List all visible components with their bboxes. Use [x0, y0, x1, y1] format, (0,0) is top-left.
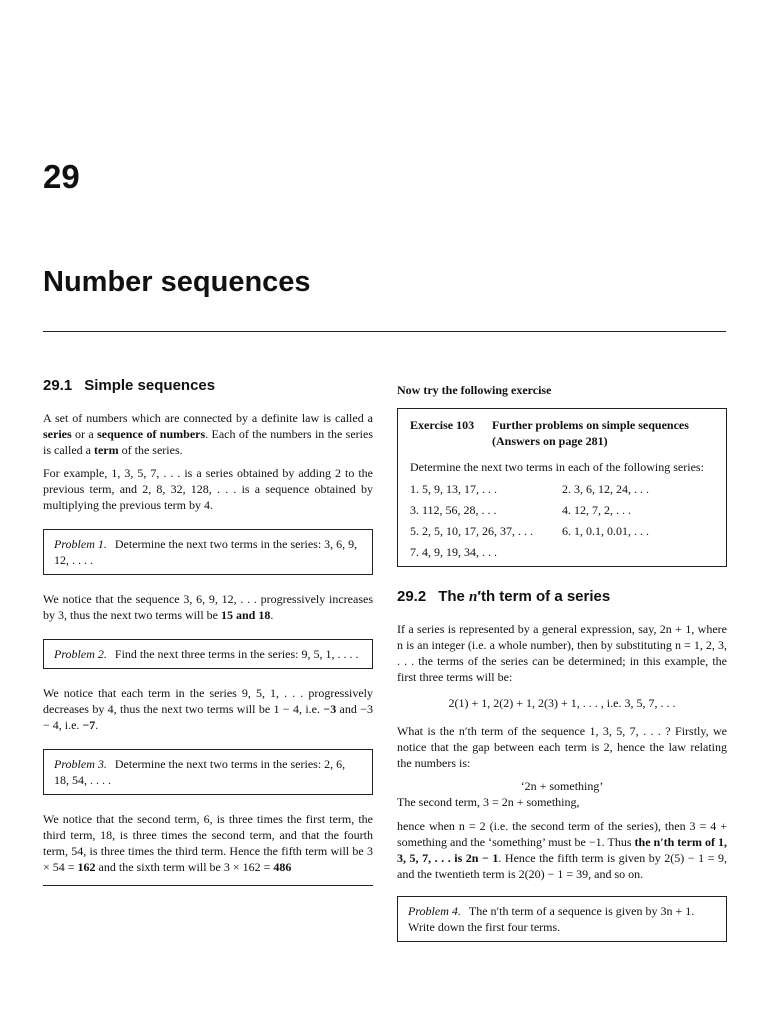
- now-try-heading: Now try the following exercise: [397, 383, 552, 397]
- section-title: Simple sequences: [84, 377, 216, 394]
- exercise-instruction: Determine the next two terms in each of the following series:: [410, 460, 704, 474]
- paragraph-nth-question: What is the n′th term of the sequence 1, 3, 5, 7, . . . ? Firstly, we notice that the gap between each term is 2, hence the law relating the numbers is:: [397, 724, 727, 770]
- exercise-label: Exercise 103: [410, 418, 475, 432]
- exercise-item: 5. 2, 5, 10, 17, 26, 37, . . .: [410, 524, 533, 538]
- section-heading-simple-sequences: [43, 378, 373, 394]
- solution-1: [43, 591, 373, 623]
- text: We notice that each term in the series 9, 5, 1, . . . progressively decreases by 4, thus the next two terms will be 1 − 4, i.e.: [43, 686, 373, 716]
- problem-text: Determine the next two terms in the series: 2, 6, 18, 54, . . . .: [54, 757, 346, 787]
- answer: 15 and 18: [220, 608, 271, 622]
- text: and the sixth term will be 3 × 162 =: [95, 860, 274, 874]
- exercise-item: 4. 12, 7, 2, . . .: [562, 503, 631, 517]
- problem-text: Determine the next two terms in the series: 3, 6, 9, 12, . . . .: [54, 537, 358, 567]
- text: We notice that the sequence 3, 6, 9, 12, . . . progressively increases by 3, thus the next two terms will be: [43, 592, 373, 622]
- answer: 486: [273, 860, 292, 874]
- problem-box-2: [43, 639, 373, 669]
- text: We notice that the second term, 6, is three times the first term, the third term, 18, is three times the second term, and that the fourth term, 54, is three times the third term. Hence the fifth term will be 3 × 54 =: [43, 812, 373, 874]
- text: hence when n = 2 (i.e. the second term of the series), then 3 = 4 + something and the ‘something’ must be −1. Thus: [397, 819, 727, 849]
- solution-2: [43, 685, 373, 733]
- law-expression: ‘2n + something’: [520, 779, 604, 793]
- paragraph-definition: [43, 410, 373, 458]
- bold-term: sequence of numbers: [97, 427, 206, 441]
- exercise-item: 1. 5, 9, 13, 17, . . .: [410, 482, 497, 496]
- exercise-item: 3. 112, 56, 28, . . .: [410, 503, 497, 517]
- section-heading-nth-term: [397, 589, 727, 605]
- exercise-box: [397, 408, 727, 567]
- bold-term: term: [93, 443, 119, 457]
- problem-title: Problem 4.: [408, 904, 461, 918]
- column-end-rule: [43, 885, 373, 886]
- section-title-part: The: [438, 588, 470, 605]
- text: . Each of the numbers in the series is called a: [43, 427, 373, 457]
- paragraph-solution: [397, 818, 727, 882]
- answer: 162: [77, 860, 96, 874]
- section-title-part: ′th term of a series: [477, 588, 611, 605]
- solution-3: [43, 811, 373, 875]
- problem-text: The n′th term of a sequence is given by 3n + 1. Write down the first four terms.: [408, 904, 695, 934]
- bold-term: series: [43, 427, 72, 441]
- answer: −7: [82, 718, 96, 732]
- exercise-item: 7. 4, 9, 19, 34, . . .: [410, 545, 497, 559]
- answer: −3: [323, 702, 337, 716]
- chapter-title: Number sequences: [43, 266, 311, 298]
- left-column: [43, 378, 373, 886]
- problem-text: Find the next three terms in the series: 9, 5, 1, . . . .: [114, 647, 359, 661]
- problem-title: Problem 1.: [54, 537, 107, 551]
- text: or a: [71, 427, 98, 441]
- display-equation: 2(1) + 1, 2(2) + 1, 2(3) + 1, . . . , i.e. 3, 5, 7, . . .: [448, 696, 676, 710]
- text: .: [270, 608, 274, 622]
- text: .: [95, 718, 99, 732]
- exercise-item: 6. 1, 0.1, 0.01, . . .: [562, 524, 649, 538]
- text: and −3 − 4, i.e.: [43, 702, 374, 732]
- exercise-title: Further problems on simple sequences (Answers on page 281): [492, 418, 689, 448]
- section-title-variable: n: [469, 589, 478, 605]
- bold-result: the n′th term of 1, 3, 5, 7, . . . is 2n − 1: [397, 835, 727, 865]
- problem-box-1: [43, 529, 373, 575]
- problem-title: Problem 2.: [54, 647, 107, 661]
- paragraph-general-expression: If a series is represented by a general expression, say, 2n + 1, where n is an integer (i.e. a whole number), then by substituting n = 1, 2, 3, . . . the terms of the series can be determined; in this example, the first three terms will be:: [397, 622, 727, 684]
- problem-box-4: [397, 896, 727, 942]
- exercise-header: [410, 417, 714, 449]
- text: of the series.: [118, 443, 183, 457]
- chapter-divider: [43, 331, 726, 332]
- paragraph-example: For example, 1, 3, 5, 7, . . . is a series obtained by adding 2 to the previous term, and 2, 8, 32, 128, . . . is a sequence obtained by multiplying the previous term by 4.: [43, 466, 373, 512]
- problem-box-3: [43, 749, 373, 795]
- text: . Hence the fifth term is given by 2(5) − 1 = 9, and the twentieth term is 2(20) − 1 = 39, and so on.: [397, 851, 727, 881]
- second-term-line: The second term, 3 = 2n + something,: [397, 795, 580, 809]
- exercise-items: [410, 481, 714, 560]
- exercise-item: 2. 3, 6, 12, 24, . . .: [562, 482, 649, 496]
- section-number: 29.1: [43, 377, 73, 394]
- problem-title: Problem 3.: [54, 757, 107, 771]
- text: A set of numbers which are connected by a definite law is called a: [43, 411, 373, 425]
- right-column: [397, 378, 727, 958]
- chapter-number: 29: [43, 158, 80, 195]
- section-number: 29.2: [397, 588, 427, 605]
